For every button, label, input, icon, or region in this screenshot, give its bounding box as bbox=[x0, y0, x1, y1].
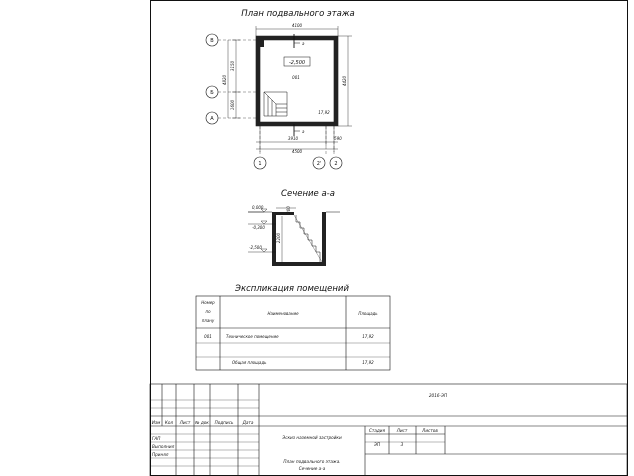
plan-dim-bottom-right: 590 bbox=[334, 136, 342, 141]
section-mark-top: 0,000 bbox=[252, 205, 264, 210]
explication-header-area: Площадь bbox=[358, 311, 378, 316]
section-mark-bottom: -2,500 bbox=[249, 245, 262, 250]
explication-title: Экспликация помещений bbox=[235, 284, 349, 294]
title-col-sign: Подпись bbox=[214, 420, 234, 425]
title-drawing-name-2: Сечение а-а bbox=[298, 466, 326, 471]
plan-dim-top: 4100 bbox=[291, 23, 303, 28]
plan-dim-bottom-total: 4500 bbox=[291, 149, 303, 154]
title-col-list: Лист bbox=[179, 420, 191, 425]
axis-label-row-3: А bbox=[210, 116, 214, 122]
plan-section-letter-bottom: а bbox=[302, 129, 305, 134]
plan-section-letter-top: а bbox=[302, 41, 305, 46]
title-stage: ЭП bbox=[373, 442, 381, 447]
title-stage-label: Стадия bbox=[368, 428, 386, 433]
explication-row-name: Техническое помещение bbox=[226, 334, 279, 339]
plan-title: План подвального этажа bbox=[241, 9, 355, 19]
plan-level-mark: -2,500 bbox=[288, 60, 306, 66]
axis-label-row-2: Б bbox=[210, 90, 214, 96]
title-col-date: Дата bbox=[242, 420, 254, 425]
section-title: Сечение а-а bbox=[281, 189, 335, 199]
axis-label-col-2: 2' bbox=[316, 161, 322, 167]
explication-header-name: Наименование bbox=[267, 311, 299, 316]
axis-label-col-3: 2 bbox=[334, 161, 338, 167]
title-col-kol: Кол bbox=[164, 420, 174, 425]
explication-header-number-2: по bbox=[205, 309, 211, 314]
title-block-code: 2016-ЭП bbox=[428, 393, 448, 398]
explication-header-number-1: Номер bbox=[201, 300, 215, 305]
plan-dim-left-upper: 3150 bbox=[230, 60, 235, 72]
title-sheet-label: Лист bbox=[396, 428, 408, 433]
plan-dim-left-lower: 1600 bbox=[230, 99, 235, 111]
title-col-doc: № док bbox=[195, 420, 209, 425]
title-sheet: 3 bbox=[400, 442, 404, 447]
axis-label-row-1: В bbox=[210, 38, 214, 44]
section-mark-mid: -0,300 bbox=[252, 225, 265, 230]
section-dim-top: 300 bbox=[286, 206, 291, 214]
section-dim-vertical: 2200 bbox=[276, 232, 281, 244]
explication-total-area: 17,92 bbox=[362, 360, 374, 365]
plan-dim-right: 4420 bbox=[342, 75, 347, 87]
plan-room-area: 17,92 bbox=[318, 110, 330, 115]
title-col-izm: Изм bbox=[151, 420, 161, 425]
plan-dim-bottom-left: 3910 bbox=[287, 136, 299, 141]
title-project: Эскиз наземной застройки bbox=[282, 435, 342, 440]
axis-label-col-1: 1 bbox=[258, 161, 262, 167]
explication-total-name: Общая площадь bbox=[232, 360, 267, 365]
plan-dim-left-total: 4820 bbox=[222, 74, 227, 86]
plan-room-number: 001 bbox=[292, 75, 300, 80]
title-role-made: Выполнил bbox=[152, 444, 175, 449]
title-sheets-label: Листов bbox=[422, 428, 438, 433]
title-drawing-name-1: План подвального этажа. bbox=[283, 459, 341, 464]
title-role-checked: Принял bbox=[152, 452, 169, 457]
title-role-gap: ГАП bbox=[152, 436, 161, 441]
explication-row-area: 17,92 bbox=[362, 334, 374, 339]
explication-row-number: 001 bbox=[204, 334, 212, 339]
explication-header-number-3: плану bbox=[201, 318, 215, 323]
